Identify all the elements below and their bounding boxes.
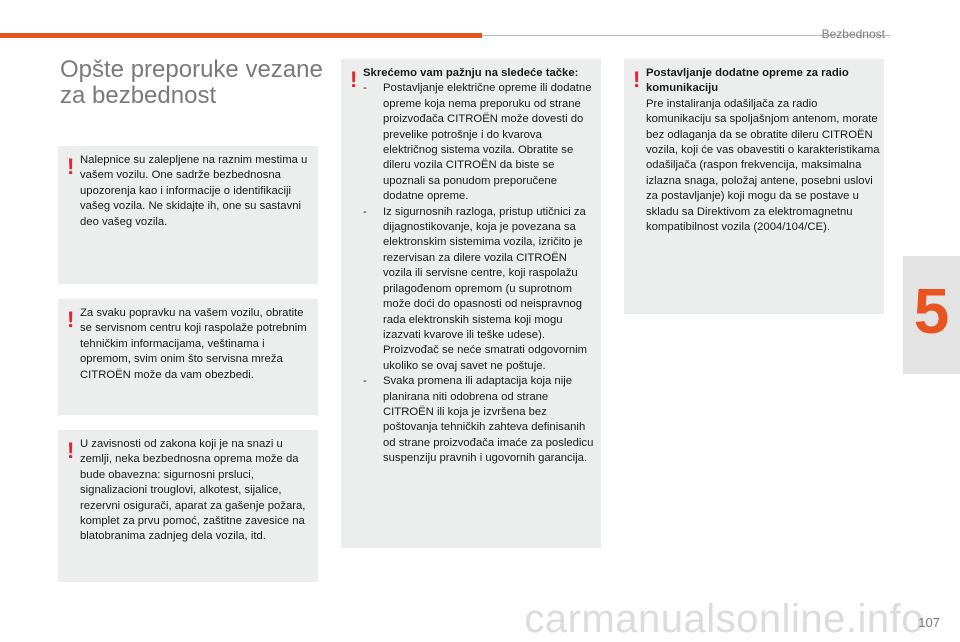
stickers-text: Nalepnice su zalepljene na raznim mestima u vašem vozilu. One sadrže bezbednosna upozorenja kao i informacije o identifikaciji vašeg vozila. Ne skidajte ih, one su sastavni deo vašeg vozila. [80, 154, 308, 228]
attention-content [363, 66, 597, 467]
page-title: Opšte preporuke vezane za bezbednost [60, 56, 323, 109]
list-item: - Svaka promena ili adaptacija koja nije planirana niti odobrena od strane CITROËN ili koja je izvršena bez poštovanja tehničkih zahteva definisanih od strane proizvođača imaće za posledicu suspenziju pravnih i ugovornih garancija. [363, 374, 597, 466]
page-number: 107 [918, 615, 940, 630]
attention-heading: Skrećemo vam pažnju na sledeće tačke: [363, 67, 579, 79]
radio-content [646, 66, 880, 235]
list-item: - Postavljanje električne opreme ili dodatne opreme koja nema preporuku od strane proizvođača CITROËN može dovesti do prevelike potrošnje i do kvarova električnog sistema vozila. Obratite se dileru vozila CITROËN da biste se upoznali sa ponudom preporučene dodatne opreme. [363, 81, 597, 204]
section-header: Bezbednost [821, 27, 885, 41]
warning-box-attention [341, 59, 601, 548]
radio-heading: Postavljanje dodatne opreme za radio komunikaciju [646, 67, 849, 95]
warning-icon: ! [67, 438, 75, 463]
chapter-number: 5 [913, 275, 950, 347]
watermark: carmanualsonline.info [524, 597, 924, 641]
repairs-text: Za svaku popravku na vašem vozilu, obratite se servisnom centru koji raspolaže potrebnim tehničkim informacijama, veštinama i opremom, svim onim što servisna mreža CITROËN može da vam obezbedi. [80, 307, 307, 381]
warning-icon: ! [633, 67, 641, 92]
warning-icon: ! [350, 67, 358, 92]
attention-list [363, 81, 597, 466]
accent-bar [0, 33, 482, 38]
chapter-tab [903, 256, 960, 374]
warning-icon: ! [67, 154, 75, 179]
warning-box-repairs [58, 299, 318, 415]
warning-box-radio [624, 59, 884, 314]
warning-box-legal [58, 430, 318, 582]
list-item: - Iz sigurnosnih razloga, pristup utičnici za dijagnostikovanje, koja je povezana sa elektronskim sistemima vozila, izričito je rezervisan za dilere vozila CITROËN vozila ili servisne centre, koji raspolažu prilagođenom opremom (u suprotnom može doći do opasnosti od neispravnog rada elektronskih sistema koji mogu izazvati kvarove ili teške udese). Proizvođač se neće smatrati odgovornim ukoliko se ovaj savet ne poštuje. [363, 205, 597, 374]
warning-icon: ! [67, 307, 75, 332]
warning-box-stickers [58, 146, 318, 284]
radio-text: Pre instaliranja odašiljača za radio komunikaciju sa spoljašnjom antenom, morate bez odlaganja da se obratite dileru CITROËN vozila, koji će vas obavestiti o karakteristikama odašiljača (raspon frekvencija, maksimalna izlazna snaga, položaj antene, posebni uslovi za postavljanje) koji mogu da se postave u skladu sa Direktivom za elektromagnetnu kompatibilnost vozila (2004/104/CE). [646, 97, 880, 234]
legal-text: U zavisnosti od zakona koji je na snazi u zemlji, neka bezbednosna oprema može da bude obavezna: sigurnosni prsluci, signalizacioni trouglovi, alkotest, sijalice, rezervni osigurači, aparat za gašenje požara, komplet za prvu pomoć, zaštitne zavesice na blatobranima zadnjeg dela vozila, itd. [80, 438, 306, 543]
